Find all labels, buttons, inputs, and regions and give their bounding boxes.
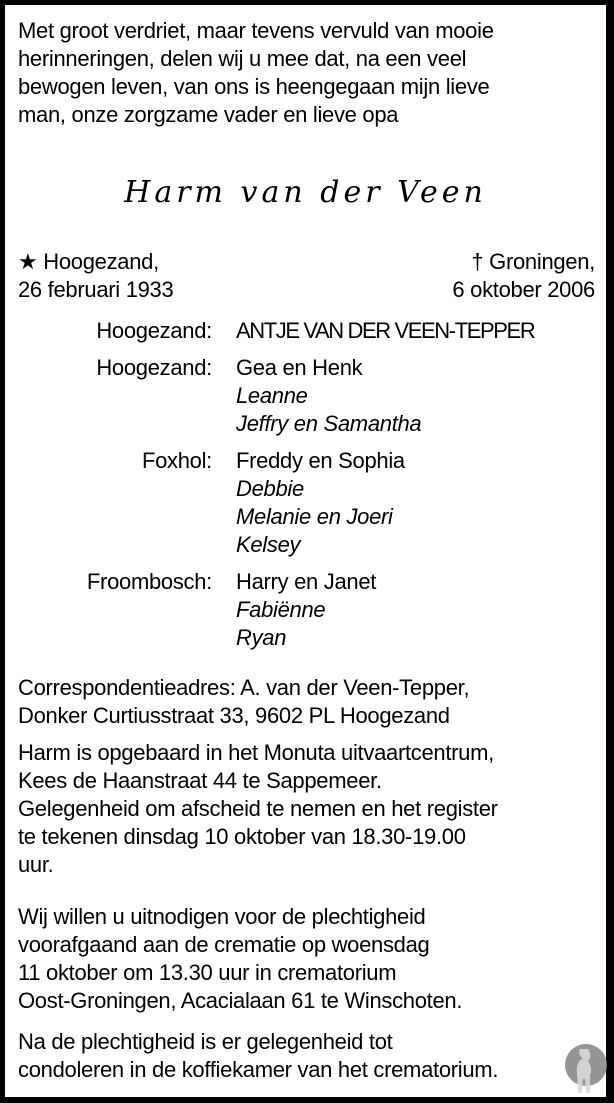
family-names: [236, 354, 421, 438]
family-group: [5, 568, 606, 652]
correspondence-address: [18, 674, 603, 730]
family-group: [5, 447, 606, 559]
birth-place: Hoogezand,: [43, 249, 159, 274]
grandchild: Melanie en Joeri: [236, 504, 393, 529]
viewing-line: uur.: [18, 852, 54, 877]
death-info: [452, 248, 595, 304]
family-member: Harry en Janet: [236, 569, 377, 594]
intro-paragraph: [18, 17, 603, 129]
correspondence-line: Correspondentieadres: A. van der Veen-Tepper,: [18, 675, 470, 700]
family-member: ANTJE VAN DER VEEN-TEPPER: [236, 318, 535, 343]
family-place: Froombosch:: [86, 569, 212, 594]
family-names: [236, 568, 376, 652]
family-place: Hoogezand:: [96, 318, 212, 343]
family-member: Freddy en Sophia: [236, 448, 405, 473]
grandchild: Fabiënne: [236, 597, 326, 622]
cross-icon: †: [471, 249, 484, 274]
family-place: Hoogezand:: [96, 355, 212, 380]
viewing-line: Harm is opgebaard in het Monuta uitvaartcentrum,: [18, 740, 494, 765]
ceremony-paragraph: [18, 903, 603, 1015]
family-names: [236, 447, 405, 559]
condolence-paragraph: [18, 1028, 603, 1084]
family-group: [5, 354, 606, 438]
ceremony-line: 11 oktober om 13.30 uur in crematorium: [18, 960, 397, 985]
grandchild: Debbie: [236, 476, 304, 501]
ceremony-line: voorafgaand aan de crematie op woensdag: [18, 932, 430, 957]
birth-date: 26 februari 1933: [18, 277, 174, 302]
viewing-line: te tekenen dinsdag 10 oktober van 18.30-19.00: [18, 824, 466, 849]
correspondence-line: Donker Curtiusstraat 33, 9602 PL Hoogezand: [18, 703, 450, 728]
family-group: [5, 317, 606, 345]
grandchild: Leanne: [236, 383, 308, 408]
family-list: [5, 317, 606, 661]
star-icon: ★: [18, 249, 38, 274]
grandchild: Kelsey: [236, 532, 301, 557]
family-member: Gea en Henk: [236, 355, 363, 380]
deceased-name: Harm van der Veen: [124, 175, 487, 210]
viewing-paragraph: [18, 739, 603, 879]
grandchild: Jeffry en Samantha: [236, 411, 422, 436]
condolence-line: Na de plechtigheid is er gelegenheid tot: [18, 1029, 393, 1054]
obituary-notice: [5, 5, 606, 1097]
viewing-line: Kees de Haanstraat 44 te Sappemeer.: [18, 768, 382, 793]
birth-place-line: [18, 248, 173, 276]
birth-info: [18, 248, 173, 304]
death-place: Groningen,: [489, 249, 595, 274]
memorial-figure-logo-icon: [564, 1043, 608, 1095]
intro-line: bewogen leven, van ons is heengegaan mijn lieve: [18, 74, 490, 99]
grandchild: Ryan: [236, 625, 287, 650]
intro-line: Met groot verdriet, maar tevens vervuld van mooie: [18, 18, 494, 43]
intro-line: herinneringen, delen wij u mee dat, na een veel: [18, 46, 467, 71]
death-date: 6 oktober 2006: [452, 277, 595, 302]
family-place: Foxhol:: [141, 448, 212, 473]
death-place-line: [452, 248, 595, 276]
family-names: [236, 317, 534, 345]
ceremony-line: Wij willen u uitnodigen voor de plechtigheid: [18, 904, 426, 929]
intro-line: man, onze zorgzame vader en lieve opa: [18, 102, 399, 127]
condolence-line: condoleren in de koffiekamer van het crematorium.: [18, 1057, 499, 1082]
viewing-line: Gelegenheid om afscheid te nemen en het register: [18, 796, 498, 821]
ceremony-line: Oost-Groningen, Acacialaan 61 te Winschoten.: [18, 988, 463, 1013]
